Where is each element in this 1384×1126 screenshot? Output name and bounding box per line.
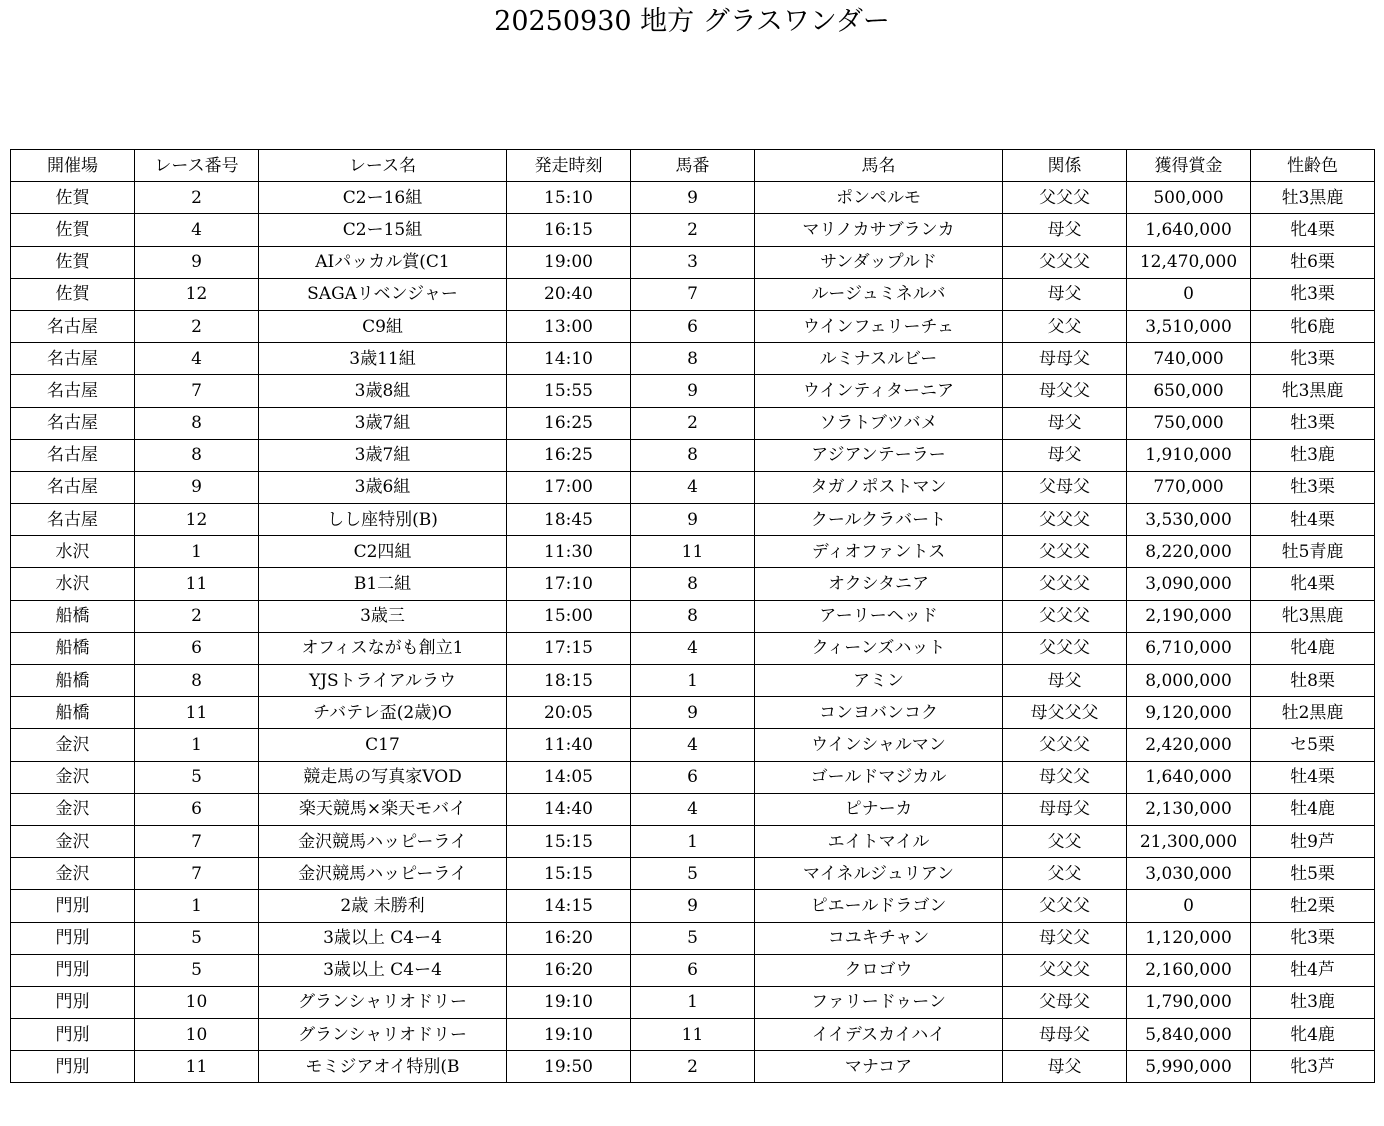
- venue-cell: 名古屋: [11, 471, 135, 503]
- relation-cell: 父父父: [1003, 954, 1127, 986]
- relation-cell: 父父父: [1003, 182, 1127, 214]
- table-row: [11, 504, 1375, 536]
- horse-number-cell: 11: [631, 1019, 755, 1051]
- race-number-cell: 10: [135, 986, 259, 1018]
- prize-money-cell: 2,130,000: [1127, 793, 1251, 825]
- race-number-cell: 8: [135, 407, 259, 439]
- relation-cell: 父父父: [1003, 246, 1127, 278]
- horse-number-cell: 6: [631, 954, 755, 986]
- venue-cell: 金沢: [11, 793, 135, 825]
- race-number-cell: 2: [135, 310, 259, 342]
- race-number-cell: 9: [135, 246, 259, 278]
- prize-money-cell: 2,190,000: [1127, 600, 1251, 632]
- horse-number-cell: 9: [631, 182, 755, 214]
- venue-cell: 名古屋: [11, 310, 135, 342]
- race-number-cell: 6: [135, 632, 259, 664]
- post-time-cell: 19:00: [507, 246, 631, 278]
- horse-name-cell: ポンペルモ: [755, 182, 1003, 214]
- horse-number-cell: 8: [631, 343, 755, 375]
- venue-cell: 門別: [11, 922, 135, 954]
- relation-cell: 父父: [1003, 310, 1127, 342]
- venue-cell: 佐賀: [11, 278, 135, 310]
- venue-cell: 名古屋: [11, 407, 135, 439]
- post-time-cell: 14:05: [507, 761, 631, 793]
- prize-money-cell: 8,220,000: [1127, 536, 1251, 568]
- relation-cell: 母母父: [1003, 793, 1127, 825]
- sex-age-color-cell: 牡5栗: [1251, 858, 1375, 890]
- sex-age-color-cell: 牡3黒鹿: [1251, 182, 1375, 214]
- sex-age-color-cell: 牡3鹿: [1251, 986, 1375, 1018]
- horse-number-cell: 9: [631, 697, 755, 729]
- column-header-relation: 関係: [1003, 150, 1127, 182]
- sex-age-color-cell: 牡3栗: [1251, 471, 1375, 503]
- prize-money-cell: 1,790,000: [1127, 986, 1251, 1018]
- column-header-sex-age-color: 性齢色: [1251, 150, 1375, 182]
- race-name-cell: 楽天競馬×楽天モバイ: [259, 793, 507, 825]
- race-name-cell: 3歳8組: [259, 375, 507, 407]
- prize-money-cell: 9,120,000: [1127, 697, 1251, 729]
- table-row: [11, 182, 1375, 214]
- table-row: [11, 1051, 1375, 1083]
- post-time-cell: 11:30: [507, 536, 631, 568]
- horse-number-cell: 6: [631, 761, 755, 793]
- sex-age-color-cell: 牡9芦: [1251, 825, 1375, 857]
- race-number-cell: 11: [135, 568, 259, 600]
- post-time-cell: 18:45: [507, 504, 631, 536]
- horse-number-cell: 11: [631, 536, 755, 568]
- results-table-container: [10, 149, 1375, 1083]
- page-title: 20250930 地方 グラスワンダー: [494, 6, 890, 37]
- race-name-cell: C2四組: [259, 536, 507, 568]
- relation-cell: 父父父: [1003, 632, 1127, 664]
- race-name-cell: 3歳7組: [259, 407, 507, 439]
- table-row: [11, 825, 1375, 857]
- table-row: [11, 922, 1375, 954]
- race-name-cell: B1二組: [259, 568, 507, 600]
- sex-age-color-cell: 牝4鹿: [1251, 632, 1375, 664]
- results-table: [10, 149, 1375, 1083]
- race-name-cell: 3歳三: [259, 600, 507, 632]
- horse-name-cell: アーリーヘッド: [755, 600, 1003, 632]
- prize-money-cell: 3,530,000: [1127, 504, 1251, 536]
- venue-cell: 船橋: [11, 600, 135, 632]
- post-time-cell: 17:15: [507, 632, 631, 664]
- venue-cell: 水沢: [11, 568, 135, 600]
- sex-age-color-cell: 牡3栗: [1251, 407, 1375, 439]
- race-number-cell: 4: [135, 214, 259, 246]
- horse-number-cell: 1: [631, 825, 755, 857]
- sex-age-color-cell: 牝4栗: [1251, 214, 1375, 246]
- table-row: [11, 214, 1375, 246]
- horse-name-cell: ディオファントス: [755, 536, 1003, 568]
- horse-number-cell: 2: [631, 407, 755, 439]
- horse-number-cell: 9: [631, 504, 755, 536]
- post-time-cell: 15:55: [507, 375, 631, 407]
- venue-cell: 船橋: [11, 665, 135, 697]
- table-row: [11, 407, 1375, 439]
- relation-cell: 母父: [1003, 214, 1127, 246]
- prize-money-cell: 8,000,000: [1127, 665, 1251, 697]
- race-name-cell: 2歳 未勝利: [259, 890, 507, 922]
- table-row: [11, 375, 1375, 407]
- post-time-cell: 20:40: [507, 278, 631, 310]
- race-number-cell: 10: [135, 1019, 259, 1051]
- prize-money-cell: 2,420,000: [1127, 729, 1251, 761]
- race-number-cell: 5: [135, 954, 259, 986]
- horse-number-cell: 6: [631, 310, 755, 342]
- venue-cell: 佐賀: [11, 182, 135, 214]
- sex-age-color-cell: 牡2黒鹿: [1251, 697, 1375, 729]
- post-time-cell: 15:00: [507, 600, 631, 632]
- table-row: [11, 761, 1375, 793]
- race-name-cell: 金沢競馬ハッピーライ: [259, 825, 507, 857]
- table-row: [11, 665, 1375, 697]
- sex-age-color-cell: 牡4鹿: [1251, 793, 1375, 825]
- race-name-cell: モミジアオイ特別(B: [259, 1051, 507, 1083]
- post-time-cell: 14:40: [507, 793, 631, 825]
- race-number-cell: 8: [135, 665, 259, 697]
- relation-cell: 母父: [1003, 278, 1127, 310]
- sex-age-color-cell: 牡2栗: [1251, 890, 1375, 922]
- venue-cell: 金沢: [11, 825, 135, 857]
- venue-cell: 名古屋: [11, 504, 135, 536]
- horse-name-cell: ルージュミネルバ: [755, 278, 1003, 310]
- post-time-cell: 19:10: [507, 1019, 631, 1051]
- horse-name-cell: エイトマイル: [755, 825, 1003, 857]
- horse-name-cell: ゴールドマジカル: [755, 761, 1003, 793]
- table-row: [11, 793, 1375, 825]
- race-number-cell: 6: [135, 793, 259, 825]
- race-number-cell: 1: [135, 729, 259, 761]
- race-number-cell: 11: [135, 1051, 259, 1083]
- horse-number-cell: 2: [631, 214, 755, 246]
- sex-age-color-cell: 牝3芦: [1251, 1051, 1375, 1083]
- horse-number-cell: 3: [631, 246, 755, 278]
- venue-cell: 水沢: [11, 536, 135, 568]
- venue-cell: 金沢: [11, 761, 135, 793]
- post-time-cell: 16:25: [507, 439, 631, 471]
- race-number-cell: 1: [135, 536, 259, 568]
- venue-cell: 門別: [11, 986, 135, 1018]
- race-name-cell: グランシャリオドリー: [259, 986, 507, 1018]
- relation-cell: 母父: [1003, 439, 1127, 471]
- horse-name-cell: ピエールドラゴン: [755, 890, 1003, 922]
- race-name-cell: 3歳7組: [259, 439, 507, 471]
- venue-cell: 船橋: [11, 632, 135, 664]
- venue-cell: 門別: [11, 1051, 135, 1083]
- horse-name-cell: クィーンズハット: [755, 632, 1003, 664]
- horse-name-cell: ウインフェリーチェ: [755, 310, 1003, 342]
- table-row: [11, 310, 1375, 342]
- prize-money-cell: 3,030,000: [1127, 858, 1251, 890]
- horse-name-cell: ルミナスルビー: [755, 343, 1003, 375]
- sex-age-color-cell: 牝3栗: [1251, 278, 1375, 310]
- relation-cell: 母父父: [1003, 761, 1127, 793]
- table-row: [11, 954, 1375, 986]
- column-header-race-number: レース番号: [135, 150, 259, 182]
- relation-cell: 母父父父: [1003, 697, 1127, 729]
- prize-money-cell: 0: [1127, 890, 1251, 922]
- sex-age-color-cell: 牡5青鹿: [1251, 536, 1375, 568]
- prize-money-cell: 1,640,000: [1127, 761, 1251, 793]
- horse-name-cell: マナコア: [755, 1051, 1003, 1083]
- post-time-cell: 14:15: [507, 890, 631, 922]
- relation-cell: 父父父: [1003, 504, 1127, 536]
- horse-name-cell: クロゴウ: [755, 954, 1003, 986]
- horse-name-cell: コンヨバンコク: [755, 697, 1003, 729]
- horse-number-cell: 4: [631, 632, 755, 664]
- table-body: [11, 182, 1375, 1083]
- prize-money-cell: 12,470,000: [1127, 246, 1251, 278]
- race-number-cell: 5: [135, 761, 259, 793]
- horse-name-cell: クールクラバート: [755, 504, 1003, 536]
- post-time-cell: 19:10: [507, 986, 631, 1018]
- race-number-cell: 11: [135, 697, 259, 729]
- horse-number-cell: 5: [631, 922, 755, 954]
- prize-money-cell: 21,300,000: [1127, 825, 1251, 857]
- table-row: [11, 536, 1375, 568]
- race-number-cell: 1: [135, 890, 259, 922]
- horse-number-cell: 1: [631, 986, 755, 1018]
- prize-money-cell: 1,910,000: [1127, 439, 1251, 471]
- horse-number-cell: 2: [631, 1051, 755, 1083]
- race-name-cell: 金沢競馬ハッピーライ: [259, 858, 507, 890]
- table-row: [11, 729, 1375, 761]
- horse-number-cell: 4: [631, 793, 755, 825]
- post-time-cell: 16:25: [507, 407, 631, 439]
- race-name-cell: C2ー16組: [259, 182, 507, 214]
- horse-name-cell: アジアンテーラー: [755, 439, 1003, 471]
- venue-cell: 名古屋: [11, 439, 135, 471]
- prize-money-cell: 5,840,000: [1127, 1019, 1251, 1051]
- sex-age-color-cell: 牝3黒鹿: [1251, 600, 1375, 632]
- venue-cell: 金沢: [11, 729, 135, 761]
- race-name-cell: チバテレ盃(2歳)O: [259, 697, 507, 729]
- race-name-cell: 3歳以上 C4ー4: [259, 954, 507, 986]
- horse-name-cell: ウインティターニア: [755, 375, 1003, 407]
- horse-number-cell: 1: [631, 665, 755, 697]
- column-header-venue: 開催場: [11, 150, 135, 182]
- relation-cell: 母父父: [1003, 922, 1127, 954]
- relation-cell: 母父父: [1003, 375, 1127, 407]
- relation-cell: 父父父: [1003, 600, 1127, 632]
- table-row: [11, 1019, 1375, 1051]
- relation-cell: 母母父: [1003, 1019, 1127, 1051]
- post-time-cell: 17:10: [507, 568, 631, 600]
- table-row: [11, 343, 1375, 375]
- post-time-cell: 15:15: [507, 825, 631, 857]
- relation-cell: 父父: [1003, 825, 1127, 857]
- race-number-cell: 7: [135, 375, 259, 407]
- relation-cell: 父父父: [1003, 568, 1127, 600]
- horse-number-cell: 5: [631, 858, 755, 890]
- relation-cell: 父母父: [1003, 986, 1127, 1018]
- sex-age-color-cell: セ5栗: [1251, 729, 1375, 761]
- venue-cell: 門別: [11, 890, 135, 922]
- post-time-cell: 16:15: [507, 214, 631, 246]
- horse-number-cell: 9: [631, 375, 755, 407]
- table-header-row: [11, 150, 1375, 182]
- column-header-horse-number: 馬番: [631, 150, 755, 182]
- prize-money-cell: 770,000: [1127, 471, 1251, 503]
- horse-name-cell: アミン: [755, 665, 1003, 697]
- prize-money-cell: 2,160,000: [1127, 954, 1251, 986]
- sex-age-color-cell: 牡4芦: [1251, 954, 1375, 986]
- table-row: [11, 278, 1375, 310]
- race-number-cell: 7: [135, 858, 259, 890]
- race-name-cell: 3歳11組: [259, 343, 507, 375]
- post-time-cell: 19:50: [507, 1051, 631, 1083]
- race-number-cell: 9: [135, 471, 259, 503]
- table-row: [11, 600, 1375, 632]
- race-name-cell: SAGAリベンジャー: [259, 278, 507, 310]
- relation-cell: 父父父: [1003, 890, 1127, 922]
- table-row: [11, 858, 1375, 890]
- table-row: [11, 632, 1375, 664]
- sex-age-color-cell: 牝6鹿: [1251, 310, 1375, 342]
- race-name-cell: 3歳6組: [259, 471, 507, 503]
- post-time-cell: 14:10: [507, 343, 631, 375]
- horse-name-cell: ソラトブツバメ: [755, 407, 1003, 439]
- horse-number-cell: 4: [631, 729, 755, 761]
- horse-name-cell: タガノポストマン: [755, 471, 1003, 503]
- post-time-cell: 20:05: [507, 697, 631, 729]
- prize-money-cell: 1,120,000: [1127, 922, 1251, 954]
- prize-money-cell: 650,000: [1127, 375, 1251, 407]
- horse-name-cell: ピナーカ: [755, 793, 1003, 825]
- post-time-cell: 18:15: [507, 665, 631, 697]
- column-header-prize-money: 獲得賞金: [1127, 150, 1251, 182]
- venue-cell: 船橋: [11, 697, 135, 729]
- post-time-cell: 15:10: [507, 182, 631, 214]
- horse-name-cell: イイデスカイハイ: [755, 1019, 1003, 1051]
- column-header-post-time: 発走時刻: [507, 150, 631, 182]
- post-time-cell: 17:00: [507, 471, 631, 503]
- horse-name-cell: ウインシャルマン: [755, 729, 1003, 761]
- horse-number-cell: 4: [631, 471, 755, 503]
- horse-number-cell: 8: [631, 439, 755, 471]
- venue-cell: 佐賀: [11, 246, 135, 278]
- table-row: [11, 471, 1375, 503]
- sex-age-color-cell: 牝3黒鹿: [1251, 375, 1375, 407]
- prize-money-cell: 5,990,000: [1127, 1051, 1251, 1083]
- table-row: [11, 697, 1375, 729]
- horse-number-cell: 9: [631, 890, 755, 922]
- relation-cell: 母父: [1003, 665, 1127, 697]
- post-time-cell: 11:40: [507, 729, 631, 761]
- sex-age-color-cell: 牝3栗: [1251, 343, 1375, 375]
- column-header-race-name: レース名: [259, 150, 507, 182]
- sex-age-color-cell: 牡8栗: [1251, 665, 1375, 697]
- relation-cell: 母父: [1003, 407, 1127, 439]
- relation-cell: 母父: [1003, 1051, 1127, 1083]
- race-name-cell: オフィスながも創立1: [259, 632, 507, 664]
- race-number-cell: 5: [135, 922, 259, 954]
- race-number-cell: 12: [135, 278, 259, 310]
- race-number-cell: 2: [135, 182, 259, 214]
- prize-money-cell: 0: [1127, 278, 1251, 310]
- sex-age-color-cell: 牡6栗: [1251, 246, 1375, 278]
- prize-money-cell: 500,000: [1127, 182, 1251, 214]
- horse-name-cell: コユキチャン: [755, 922, 1003, 954]
- sex-age-color-cell: 牝4鹿: [1251, 1019, 1375, 1051]
- table-row: [11, 986, 1375, 1018]
- sex-age-color-cell: 牝3栗: [1251, 922, 1375, 954]
- prize-money-cell: 3,510,000: [1127, 310, 1251, 342]
- race-name-cell: 競走馬の写真家VOD: [259, 761, 507, 793]
- race-number-cell: 7: [135, 825, 259, 857]
- race-name-cell: C2ー15組: [259, 214, 507, 246]
- relation-cell: 父父父: [1003, 536, 1127, 568]
- race-name-cell: グランシャリオドリー: [259, 1019, 507, 1051]
- sex-age-color-cell: 牡4栗: [1251, 504, 1375, 536]
- sex-age-color-cell: 牝4栗: [1251, 568, 1375, 600]
- table-row: [11, 246, 1375, 278]
- race-name-cell: AIパッカル賞(C1: [259, 246, 507, 278]
- horse-name-cell: マイネルジュリアン: [755, 858, 1003, 890]
- prize-money-cell: 740,000: [1127, 343, 1251, 375]
- race-number-cell: 2: [135, 600, 259, 632]
- post-time-cell: 16:20: [507, 922, 631, 954]
- sex-age-color-cell: 牡3鹿: [1251, 439, 1375, 471]
- prize-money-cell: 6,710,000: [1127, 632, 1251, 664]
- relation-cell: 父父: [1003, 858, 1127, 890]
- race-name-cell: 3歳以上 C4ー4: [259, 922, 507, 954]
- race-name-cell: しし座特別(B): [259, 504, 507, 536]
- relation-cell: 母母父: [1003, 343, 1127, 375]
- venue-cell: 門別: [11, 954, 135, 986]
- venue-cell: 名古屋: [11, 375, 135, 407]
- race-number-cell: 8: [135, 439, 259, 471]
- table-row: [11, 439, 1375, 471]
- column-header-horse-name: 馬名: [755, 150, 1003, 182]
- post-time-cell: 15:15: [507, 858, 631, 890]
- venue-cell: 佐賀: [11, 214, 135, 246]
- venue-cell: 名古屋: [11, 343, 135, 375]
- table-row: [11, 890, 1375, 922]
- prize-money-cell: 3,090,000: [1127, 568, 1251, 600]
- venue-cell: 金沢: [11, 858, 135, 890]
- horse-name-cell: マリノカサブランカ: [755, 214, 1003, 246]
- table-row: [11, 568, 1375, 600]
- horse-number-cell: 8: [631, 600, 755, 632]
- sex-age-color-cell: 牡4栗: [1251, 761, 1375, 793]
- prize-money-cell: 1,640,000: [1127, 214, 1251, 246]
- horse-name-cell: サンダップルド: [755, 246, 1003, 278]
- race-name-cell: YJSトライアルラウ: [259, 665, 507, 697]
- race-name-cell: C17: [259, 729, 507, 761]
- post-time-cell: 13:00: [507, 310, 631, 342]
- prize-money-cell: 750,000: [1127, 407, 1251, 439]
- venue-cell: 門別: [11, 1019, 135, 1051]
- horse-number-cell: 7: [631, 278, 755, 310]
- relation-cell: 父父父: [1003, 729, 1127, 761]
- horse-name-cell: オクシタニア: [755, 568, 1003, 600]
- race-number-cell: 12: [135, 504, 259, 536]
- horse-name-cell: ファリードゥーン: [755, 986, 1003, 1018]
- race-number-cell: 4: [135, 343, 259, 375]
- horse-number-cell: 8: [631, 568, 755, 600]
- relation-cell: 父母父: [1003, 471, 1127, 503]
- race-name-cell: C9組: [259, 310, 507, 342]
- post-time-cell: 16:20: [507, 954, 631, 986]
